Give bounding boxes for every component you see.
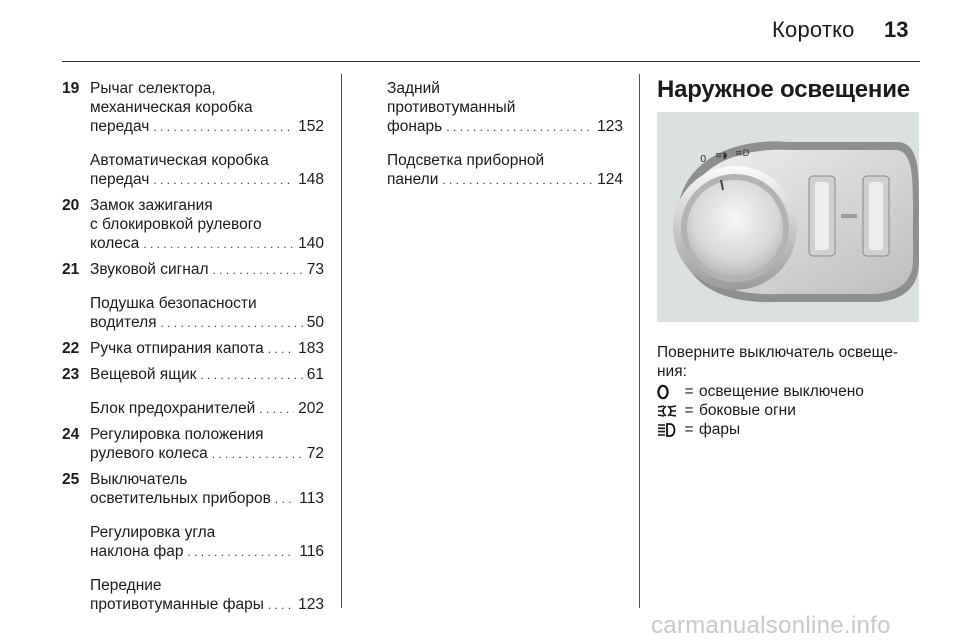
entry-line xyxy=(90,425,324,444)
dot-leader xyxy=(213,260,303,280)
index-entry xyxy=(62,339,324,359)
caption xyxy=(657,343,919,381)
entry-gap xyxy=(62,385,324,399)
entry-text: Рычаг селектора, xyxy=(90,80,216,97)
entry-text: Регулировка угла xyxy=(90,524,216,541)
entry-line xyxy=(90,170,324,190)
side-lights-icon xyxy=(657,401,679,420)
page-reference: 123 xyxy=(597,118,623,135)
index-entry xyxy=(62,576,324,615)
svg-text:0: 0 xyxy=(700,154,707,165)
page-reference: 113 xyxy=(299,490,324,507)
entry-text: Автоматическая коробка xyxy=(90,152,269,169)
entry-text: наклона фар xyxy=(90,543,184,560)
entry-text: рулевого колеса xyxy=(90,445,208,462)
entry-text: Передние xyxy=(90,577,162,594)
entry-line xyxy=(387,79,623,98)
entry-text: Подушка безопасности xyxy=(90,295,257,312)
entry-number: 24 xyxy=(62,426,80,443)
entry-text: колеса xyxy=(90,235,140,252)
entry-text: Регулировка положения xyxy=(90,426,264,443)
entry-line xyxy=(90,523,324,542)
entry-gap xyxy=(62,137,324,151)
header-rule xyxy=(62,61,920,62)
headlights-icon xyxy=(657,420,679,439)
page-reference: 61 xyxy=(306,366,324,383)
page-reference: 73 xyxy=(306,261,324,278)
entry-text: передач xyxy=(90,118,150,135)
page-reference: 148 xyxy=(298,171,324,188)
index-column-2 xyxy=(387,79,623,190)
entry-line xyxy=(90,260,324,280)
page-reference: 202 xyxy=(298,400,324,417)
entry-line xyxy=(90,444,324,464)
entry-text: водителя xyxy=(90,314,157,331)
index-column-1 xyxy=(62,79,324,615)
entry-text: передач xyxy=(90,171,150,188)
index-entry xyxy=(387,79,623,137)
dot-leader xyxy=(153,117,294,137)
caption-line-2: ния: xyxy=(657,363,687,380)
entry-line xyxy=(90,399,324,419)
entry-text: Ручка отпирания капота xyxy=(90,340,264,357)
page-reference: 152 xyxy=(298,118,324,135)
entry-text: противотуманный xyxy=(387,99,516,116)
dot-leader xyxy=(200,365,302,385)
entry-line xyxy=(90,542,324,562)
dot-leader xyxy=(259,399,294,419)
entry-line xyxy=(387,117,623,137)
index-entry xyxy=(387,151,623,190)
entry-line xyxy=(90,595,324,615)
column-divider-1 xyxy=(341,74,342,608)
index-entry xyxy=(62,196,324,254)
page-reference: 50 xyxy=(306,314,324,331)
entry-text: Выключатель xyxy=(90,471,188,488)
legend-row-side-lights xyxy=(657,401,919,420)
index-entry xyxy=(62,79,324,137)
entry-line xyxy=(90,215,324,234)
entry-text: фонарь xyxy=(387,118,443,135)
index-entry xyxy=(62,260,324,280)
entry-text: осветительных приборов xyxy=(90,490,271,507)
entry-line xyxy=(90,470,324,489)
entry-line xyxy=(387,170,623,190)
entry-text: Замок зажигания xyxy=(90,197,213,214)
dot-leader xyxy=(442,170,593,190)
entry-line xyxy=(90,79,324,98)
equals-sign: = xyxy=(684,420,694,438)
equals-sign: = xyxy=(684,382,694,400)
switch-positions-legend xyxy=(657,382,919,439)
dot-leader xyxy=(275,489,295,509)
watermark: carmanualsonline.info xyxy=(651,612,891,639)
page-reference: 183 xyxy=(298,340,324,357)
legend-row-headlights xyxy=(657,420,919,439)
entry-number: 22 xyxy=(62,340,80,357)
entry-number: 21 xyxy=(62,261,80,278)
dot-leader xyxy=(446,117,593,137)
page-reference: 116 xyxy=(299,543,324,560)
page-reference: 123 xyxy=(298,596,324,613)
entry-line xyxy=(90,365,324,385)
equals-sign: = xyxy=(684,401,694,419)
dot-leader xyxy=(143,234,294,254)
entry-gap xyxy=(387,137,623,151)
page-reference: 72 xyxy=(306,445,324,462)
entry-line xyxy=(387,151,623,170)
page-reference: 140 xyxy=(298,235,324,252)
entry-text: механическая коробка xyxy=(90,99,253,116)
entry-line xyxy=(90,339,324,359)
dot-leader xyxy=(187,542,295,562)
entry-text: Блок предохранителей xyxy=(90,400,256,417)
entry-gap xyxy=(62,562,324,576)
svg-text:≡◗: ≡◗ xyxy=(715,151,728,161)
legend-row-off xyxy=(657,382,919,401)
exterior-lighting-section xyxy=(657,76,919,438)
dot-leader xyxy=(153,170,294,190)
entry-text: противотуманные фары xyxy=(90,596,264,613)
entry-line xyxy=(90,196,324,215)
page-number: 13 xyxy=(884,17,909,42)
entry-number: 23 xyxy=(62,366,80,383)
index-entry xyxy=(62,523,324,562)
entry-number: 19 xyxy=(62,80,80,97)
section-title: Коротко xyxy=(772,17,855,42)
index-entry xyxy=(62,151,324,190)
entry-line xyxy=(90,489,324,509)
index-entry xyxy=(62,425,324,464)
page-reference: 124 xyxy=(597,171,623,188)
index-entry xyxy=(62,294,324,333)
legend-label: освещение выключено xyxy=(699,382,864,400)
index-entry xyxy=(62,365,324,385)
entry-text: Вещевой ящик xyxy=(90,366,197,383)
light-switch-illustration xyxy=(657,112,919,322)
entry-gap xyxy=(62,509,324,523)
dot-leader xyxy=(212,444,303,464)
legend-label: боковые огни xyxy=(699,401,796,419)
svg-text:≡D: ≡D xyxy=(735,149,750,159)
entry-line xyxy=(90,98,324,117)
index-entry xyxy=(62,399,324,419)
entry-number: 25 xyxy=(62,471,80,488)
entry-text: Подсветка приборной xyxy=(387,152,545,169)
entry-line xyxy=(90,117,324,137)
legend-label: фары xyxy=(699,420,741,438)
light-switch-photo xyxy=(657,112,919,322)
entry-line xyxy=(90,313,324,333)
entry-line xyxy=(90,234,324,254)
entry-text: с блокировкой рулевого xyxy=(90,216,262,233)
entry-text: Задний xyxy=(387,80,440,97)
dot-leader xyxy=(161,313,303,333)
entry-line xyxy=(90,294,324,313)
light-off-icon xyxy=(657,382,679,401)
page-header xyxy=(0,0,960,62)
dot-leader xyxy=(268,595,294,615)
entry-text: Звуковой сигнал xyxy=(90,261,209,278)
entry-gap xyxy=(62,280,324,294)
entry-text: панели xyxy=(387,171,439,188)
caption-line-1: Поверните выключатель освеще- xyxy=(657,344,899,361)
dot-leader xyxy=(268,339,294,359)
section-heading: Наружное освещение xyxy=(657,76,910,103)
entry-line xyxy=(387,98,623,117)
index-entry xyxy=(62,470,324,509)
entry-line xyxy=(90,151,324,170)
entry-number: 20 xyxy=(62,197,80,214)
column-divider-2 xyxy=(639,74,640,608)
entry-line xyxy=(90,576,324,595)
